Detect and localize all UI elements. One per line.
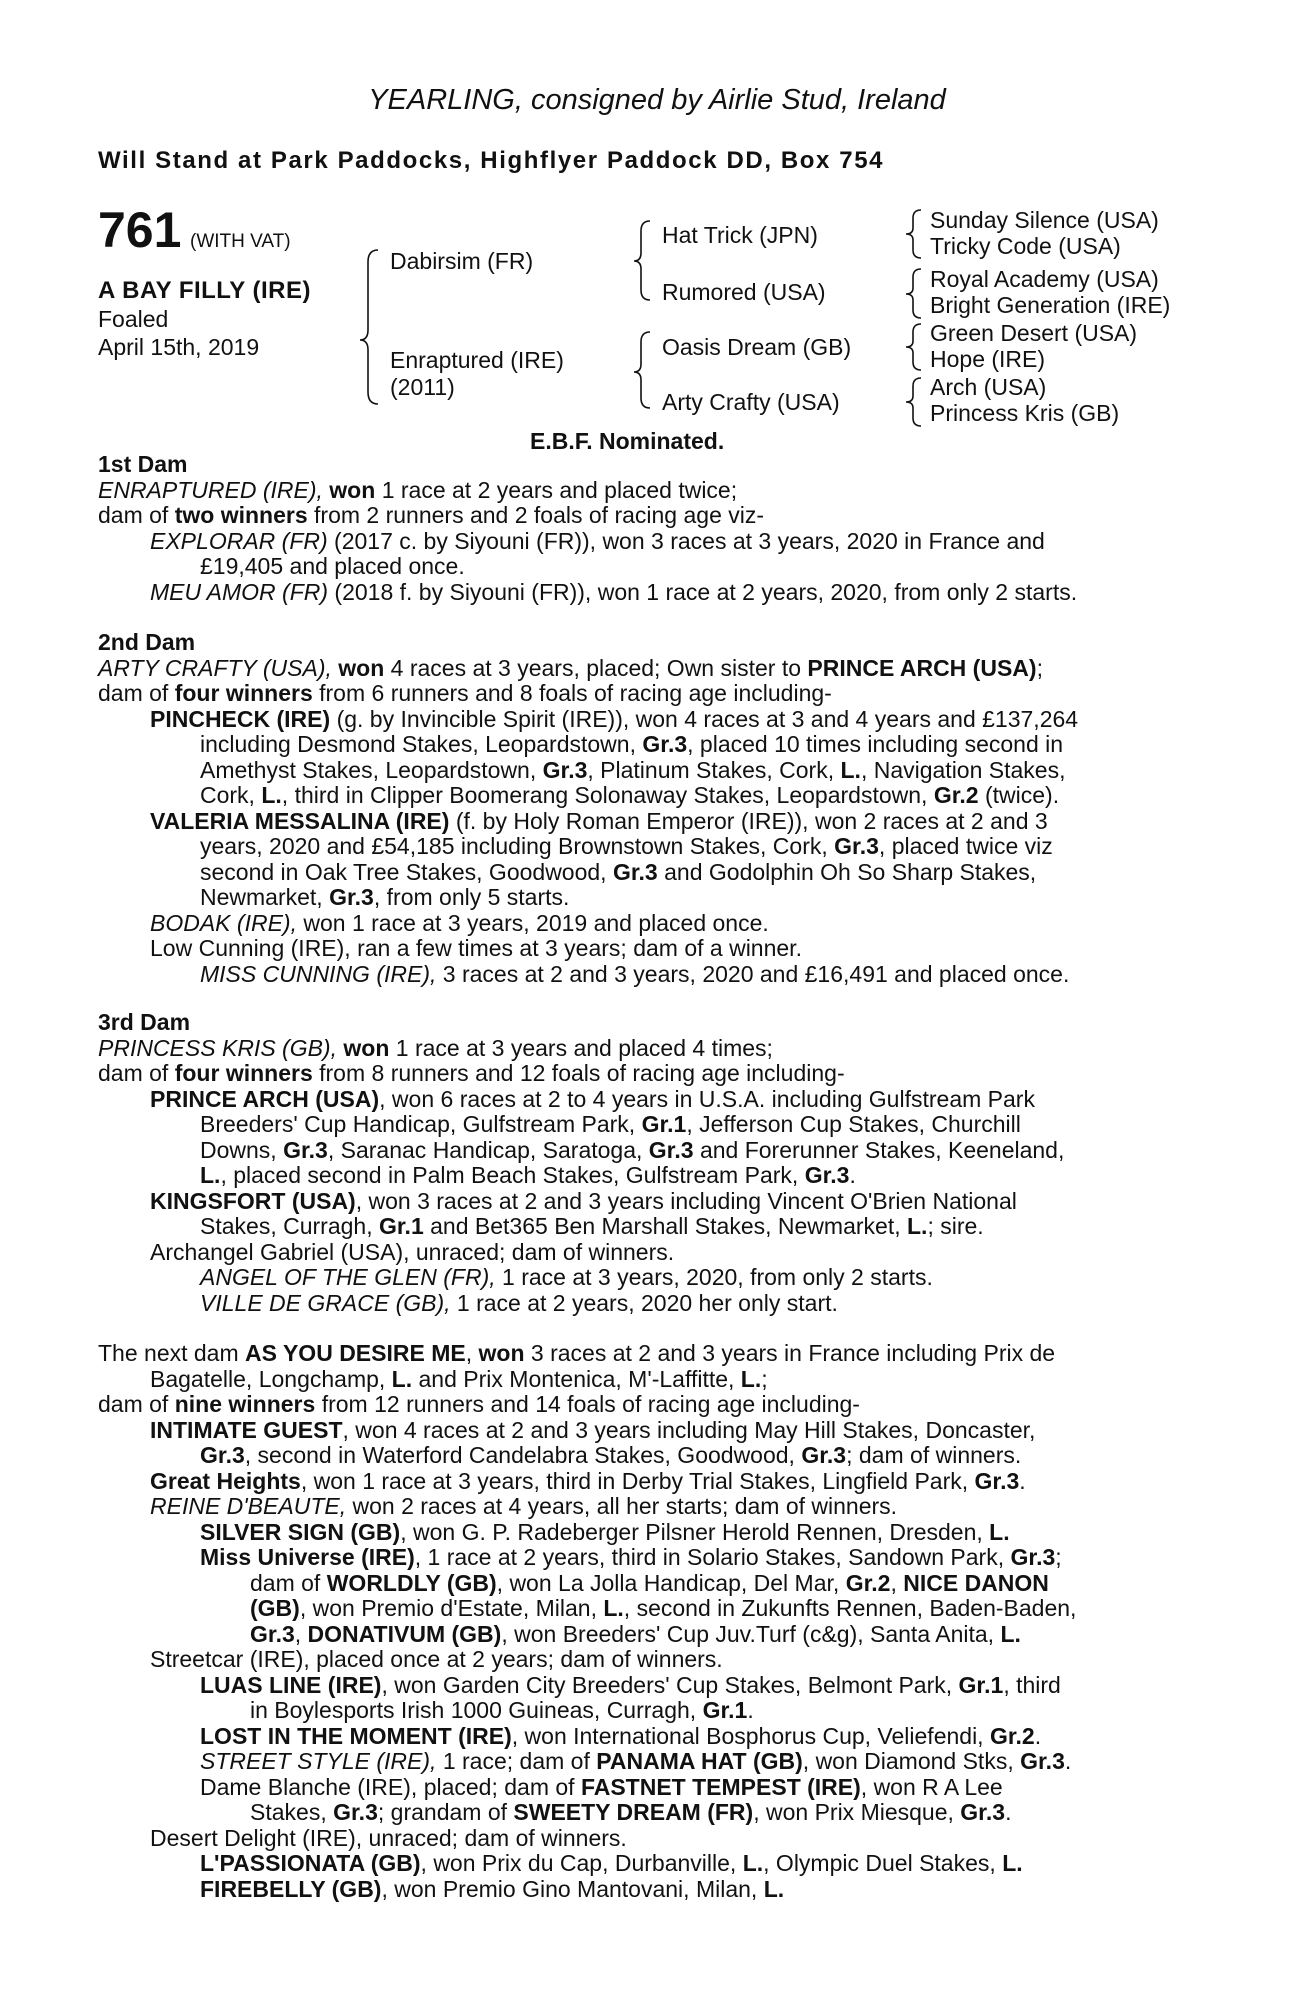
produce-line-cont: Downs, Gr.3, Saranac Handicap, Saratoga, Gr.3 and Forerunner Stakes, Keeneland,: [200, 1136, 1065, 1163]
produce-line-cont: years, 2020 and £54,185 including Brownstown Stakes, Cork, Gr.3, placed twice viz: [200, 833, 1053, 859]
brace-sire-line: [634, 221, 650, 300]
produce-line: VALERIA MESSALINA (IRE) (f. by Holy Roman Emperor (IRE)), won 2 races at 2 and 3: [150, 807, 1048, 834]
dam-record-cont: Bagatelle, Longchamp, L. and Prix Montenica, M'-Laffitte, L.;: [150, 1365, 768, 1392]
section-heading: 1st Dam: [98, 451, 188, 477]
produce-line: L'PASSIONATA (GB), won Prix du Cap, Durbanville, L., Olympic Duel Stakes, L.: [200, 1850, 1023, 1876]
produce-line-cont: Stakes, Curragh, Gr.1 and Bet365 Ben Marshall Stakes, Newmarket, L.; sire.: [200, 1213, 984, 1239]
produce-line-cont: L., placed second in Palm Beach Stakes, Gulfstream Park, Gr.3.: [200, 1162, 856, 1188]
produce-line-cont: Gr.3, second in Waterford Candelabra Stakes, Goodwood, Gr.3; dam of winners.: [200, 1442, 1022, 1468]
lot-number: 761: [98, 202, 182, 258]
dam-record-line: ENRAPTURED (IRE), won 1 race at 2 years and placed twice;: [98, 476, 738, 503]
produce-line: MISS CUNNING (IRE), 3 races at 2 and 3 years, 2020 and £16,491 and placed once.: [200, 960, 1070, 987]
produce-line: PRINCE ARCH (USA), won 6 races at 2 to 4 years in U.S.A. including Gulfstream Park: [150, 1085, 1035, 1112]
produce-line-cont: in Boylesports Irish 1000 Guineas, Curragh, Gr.1.: [250, 1697, 754, 1723]
dam-record-line: PRINCESS KRIS (GB), won 1 race at 3 years and placed 4 times;: [98, 1034, 773, 1061]
dam-produce-summary: dam of four winners from 6 runners and 8 foals of racing age including-: [98, 680, 832, 706]
dd-sire: Arch (USA): [930, 374, 1047, 400]
produce-line: KINGSFORT (USA), won 3 races at 2 and 3 years including Vincent O'Brien National: [150, 1187, 1017, 1214]
produce-line: ANGEL OF THE GLEN (FR), 1 race at 3 years, 2020, from only 2 starts.: [200, 1264, 933, 1290]
sd-dam: Bright Generation (IRE): [930, 292, 1171, 318]
ebf-nomination: E.B.F. Nominated.: [530, 428, 725, 454]
produce-line: INTIMATE GUEST, won 4 races at 2 and 3 years including May Hill Stakes, Doncaster,: [150, 1416, 1036, 1443]
ds-dam: Hope (IRE): [930, 346, 1046, 372]
produce-line: Streetcar (IRE), placed once at 2 years; dam of winners.: [150, 1646, 723, 1672]
sd-sire: Royal Academy (USA): [930, 266, 1159, 292]
dam-record-line: The next dam AS YOU DESIRE ME, won 3 races at 2 and 3 years in France including Prix de: [98, 1340, 1056, 1366]
produce-line-cont: Stakes, Gr.3; grandam of SWEETY DREAM (FR), won Prix Miesque, Gr.3.: [250, 1799, 1012, 1825]
dam-year: (2011): [390, 374, 455, 400]
produce-line-cont: including Desmond Stakes, Leopardstown, Gr.3, placed 10 times including second in: [200, 731, 1064, 757]
produce-line-cont: Gr.3, DONATIVUM (GB), won Breeders' Cup Juv.Turf (c&g), Santa Anita, L.: [250, 1620, 1021, 1647]
vat-note: (WITH VAT): [190, 231, 291, 252]
sire-sire: Hat Trick (JPN): [662, 222, 818, 248]
produce-line-cont: Cork, L., third in Clipper Boomerang Solonaway Stakes, Leopardstown, Gr.2 (twice).: [200, 782, 1060, 808]
produce-line: REINE D'BEAUTE, won 2 races at 4 years, all her starts; dam of winners.: [150, 1493, 898, 1519]
produce-line: Dame Blanche (IRE), placed; dam of FASTNET TEMPEST (IRE), won R A Lee: [200, 1773, 1003, 1800]
produce-line: Miss Universe (IRE), 1 race at 2 years, third in Solario Stakes, Sandown Park, Gr.3;: [200, 1544, 1062, 1570]
brace-ds: [906, 324, 921, 370]
stand-location: Will Stand at Park Paddocks, Highflyer Paddock DD, Box 754: [98, 147, 885, 174]
horse-name: A BAY FILLY (IRE): [98, 277, 311, 304]
sire: Dabirsim (FR): [390, 248, 534, 274]
produce-line: Desert Delight (IRE), unraced; dam of winners.: [150, 1824, 627, 1851]
dam-produce-summary: dam of four winners from 8 runners and 12 foals of racing age including-: [98, 1060, 845, 1086]
next-dam-section: [98, 1341, 1202, 1902]
brace-dam-line: [634, 332, 650, 408]
produce-line-cont: second in Oak Tree Stakes, Goodwood, Gr.3 and Godolphin Oh So Sharp Stakes,: [200, 858, 1037, 885]
dam-produce-summary: dam of two winners from 2 runners and 2 foals of racing age viz-: [98, 502, 765, 528]
ds-sire: Green Desert (USA): [930, 320, 1138, 346]
produce-line: MEU AMOR (FR) (2018 f. by Siyouni (FR)), won 1 race at 2 years, 2020, from only 2 starts.: [150, 578, 1078, 605]
produce-line-cont: £19,405 and placed once.: [200, 553, 465, 579]
foaled-date: April 15th, 2019: [98, 334, 260, 360]
section-heading: 3rd Dam: [98, 1009, 191, 1035]
produce-line-cont: dam of WORLDLY (GB), won La Jolla Handicap, Del Mar, Gr.2, NICE DANON: [250, 1569, 1049, 1596]
sire-dam: Rumored (USA): [662, 279, 826, 305]
produce-line: LUAS LINE (IRE), won Garden City Breeders' Cup Stakes, Belmont Park, Gr.1, third: [200, 1671, 1061, 1698]
catalogue-heading: YEARLING, consigned by Airlie Stud, Ireland: [368, 84, 946, 116]
dd-dam: Princess Kris (GB): [930, 400, 1120, 426]
brace-ss: [906, 210, 921, 258]
produce-line: STREET STYLE (IRE), 1 race; dam of PANAMA HAT (GB), won Diamond Stks, Gr.3.: [200, 1748, 1072, 1774]
brace-sd: [906, 269, 921, 318]
produce-line: PINCHECK (IRE) (g. by Invincible Spirit (IRE)), won 4 races at 3 and 4 years and £137,264: [150, 705, 1079, 732]
produce-line: BODAK (IRE), won 1 race at 3 years, 2019 and placed once.: [150, 909, 769, 936]
produce-line: LOST IN THE MOMENT (IRE), won International Bosphorus Cup, Veliefendi, Gr.2.: [200, 1722, 1042, 1749]
section-heading: 2nd Dam: [98, 629, 196, 655]
dam-dam: Arty Crafty (USA): [662, 389, 840, 415]
produce-line: Great Heights, won 1 race at 3 years, third in Derby Trial Stakes, Lingfield Park, Gr.3.: [150, 1467, 1026, 1494]
produce-line: VILLE DE GRACE (GB), 1 race at 2 years, 2020 her only start.: [200, 1289, 838, 1316]
produce-line-cont: (GB), won Premio d'Estate, Milan, L., second in Zukunfts Rennen, Baden-Baden,: [250, 1595, 1077, 1621]
produce-line: EXPLORAR (FR) (2017 c. by Siyouni (FR)), won 3 races at 3 years, 2020 in France and: [150, 527, 1045, 554]
produce-line-cont: Newmarket, Gr.3, from only 5 starts.: [200, 884, 570, 910]
produce-line: FIREBELLY (GB), won Premio Gino Mantovani, Milan, L.: [200, 1875, 785, 1902]
first-dam-section: [98, 452, 1202, 605]
produce-line-cont: Breeders' Cup Handicap, Gulfstream Park, Gr.1, Jefferson Cup Stakes, Churchill: [200, 1111, 1021, 1137]
foaled-label: Foaled: [98, 306, 169, 332]
ss-dam: Tricky Code (USA): [930, 233, 1121, 259]
ss-sire: Sunday Silence (USA): [930, 207, 1159, 233]
second-dam-section: [98, 630, 1202, 987]
produce-line: Archangel Gabriel (USA), unraced; dam of winners.: [150, 1238, 675, 1265]
produce-line: Low Cunning (IRE), ran a few times at 3 years; dam of a winner.: [150, 935, 802, 961]
brace-dd: [906, 378, 921, 426]
dam-sire: Oasis Dream (GB): [662, 334, 852, 360]
brace-sire-dam: [360, 250, 378, 404]
dam-record-line: ARTY CRAFTY (USA), won 4 races at 3 years, placed; Own sister to PRINCE ARCH (USA);: [98, 654, 1043, 681]
produce-line: SILVER SIGN (GB), won G. P. Radeberger Pilsner Herold Rennen, Dresden, L.: [200, 1518, 1010, 1545]
dam-produce-summary: dam of nine winners from 12 runners and 14 foals of racing age including-: [98, 1391, 860, 1417]
dam: Enraptured (IRE): [390, 347, 564, 373]
third-dam-section: [98, 1010, 1202, 1316]
produce-line-cont: Amethyst Stakes, Leopardstown, Gr.3, Platinum Stakes, Cork, L., Navigation Stakes,: [200, 756, 1066, 783]
